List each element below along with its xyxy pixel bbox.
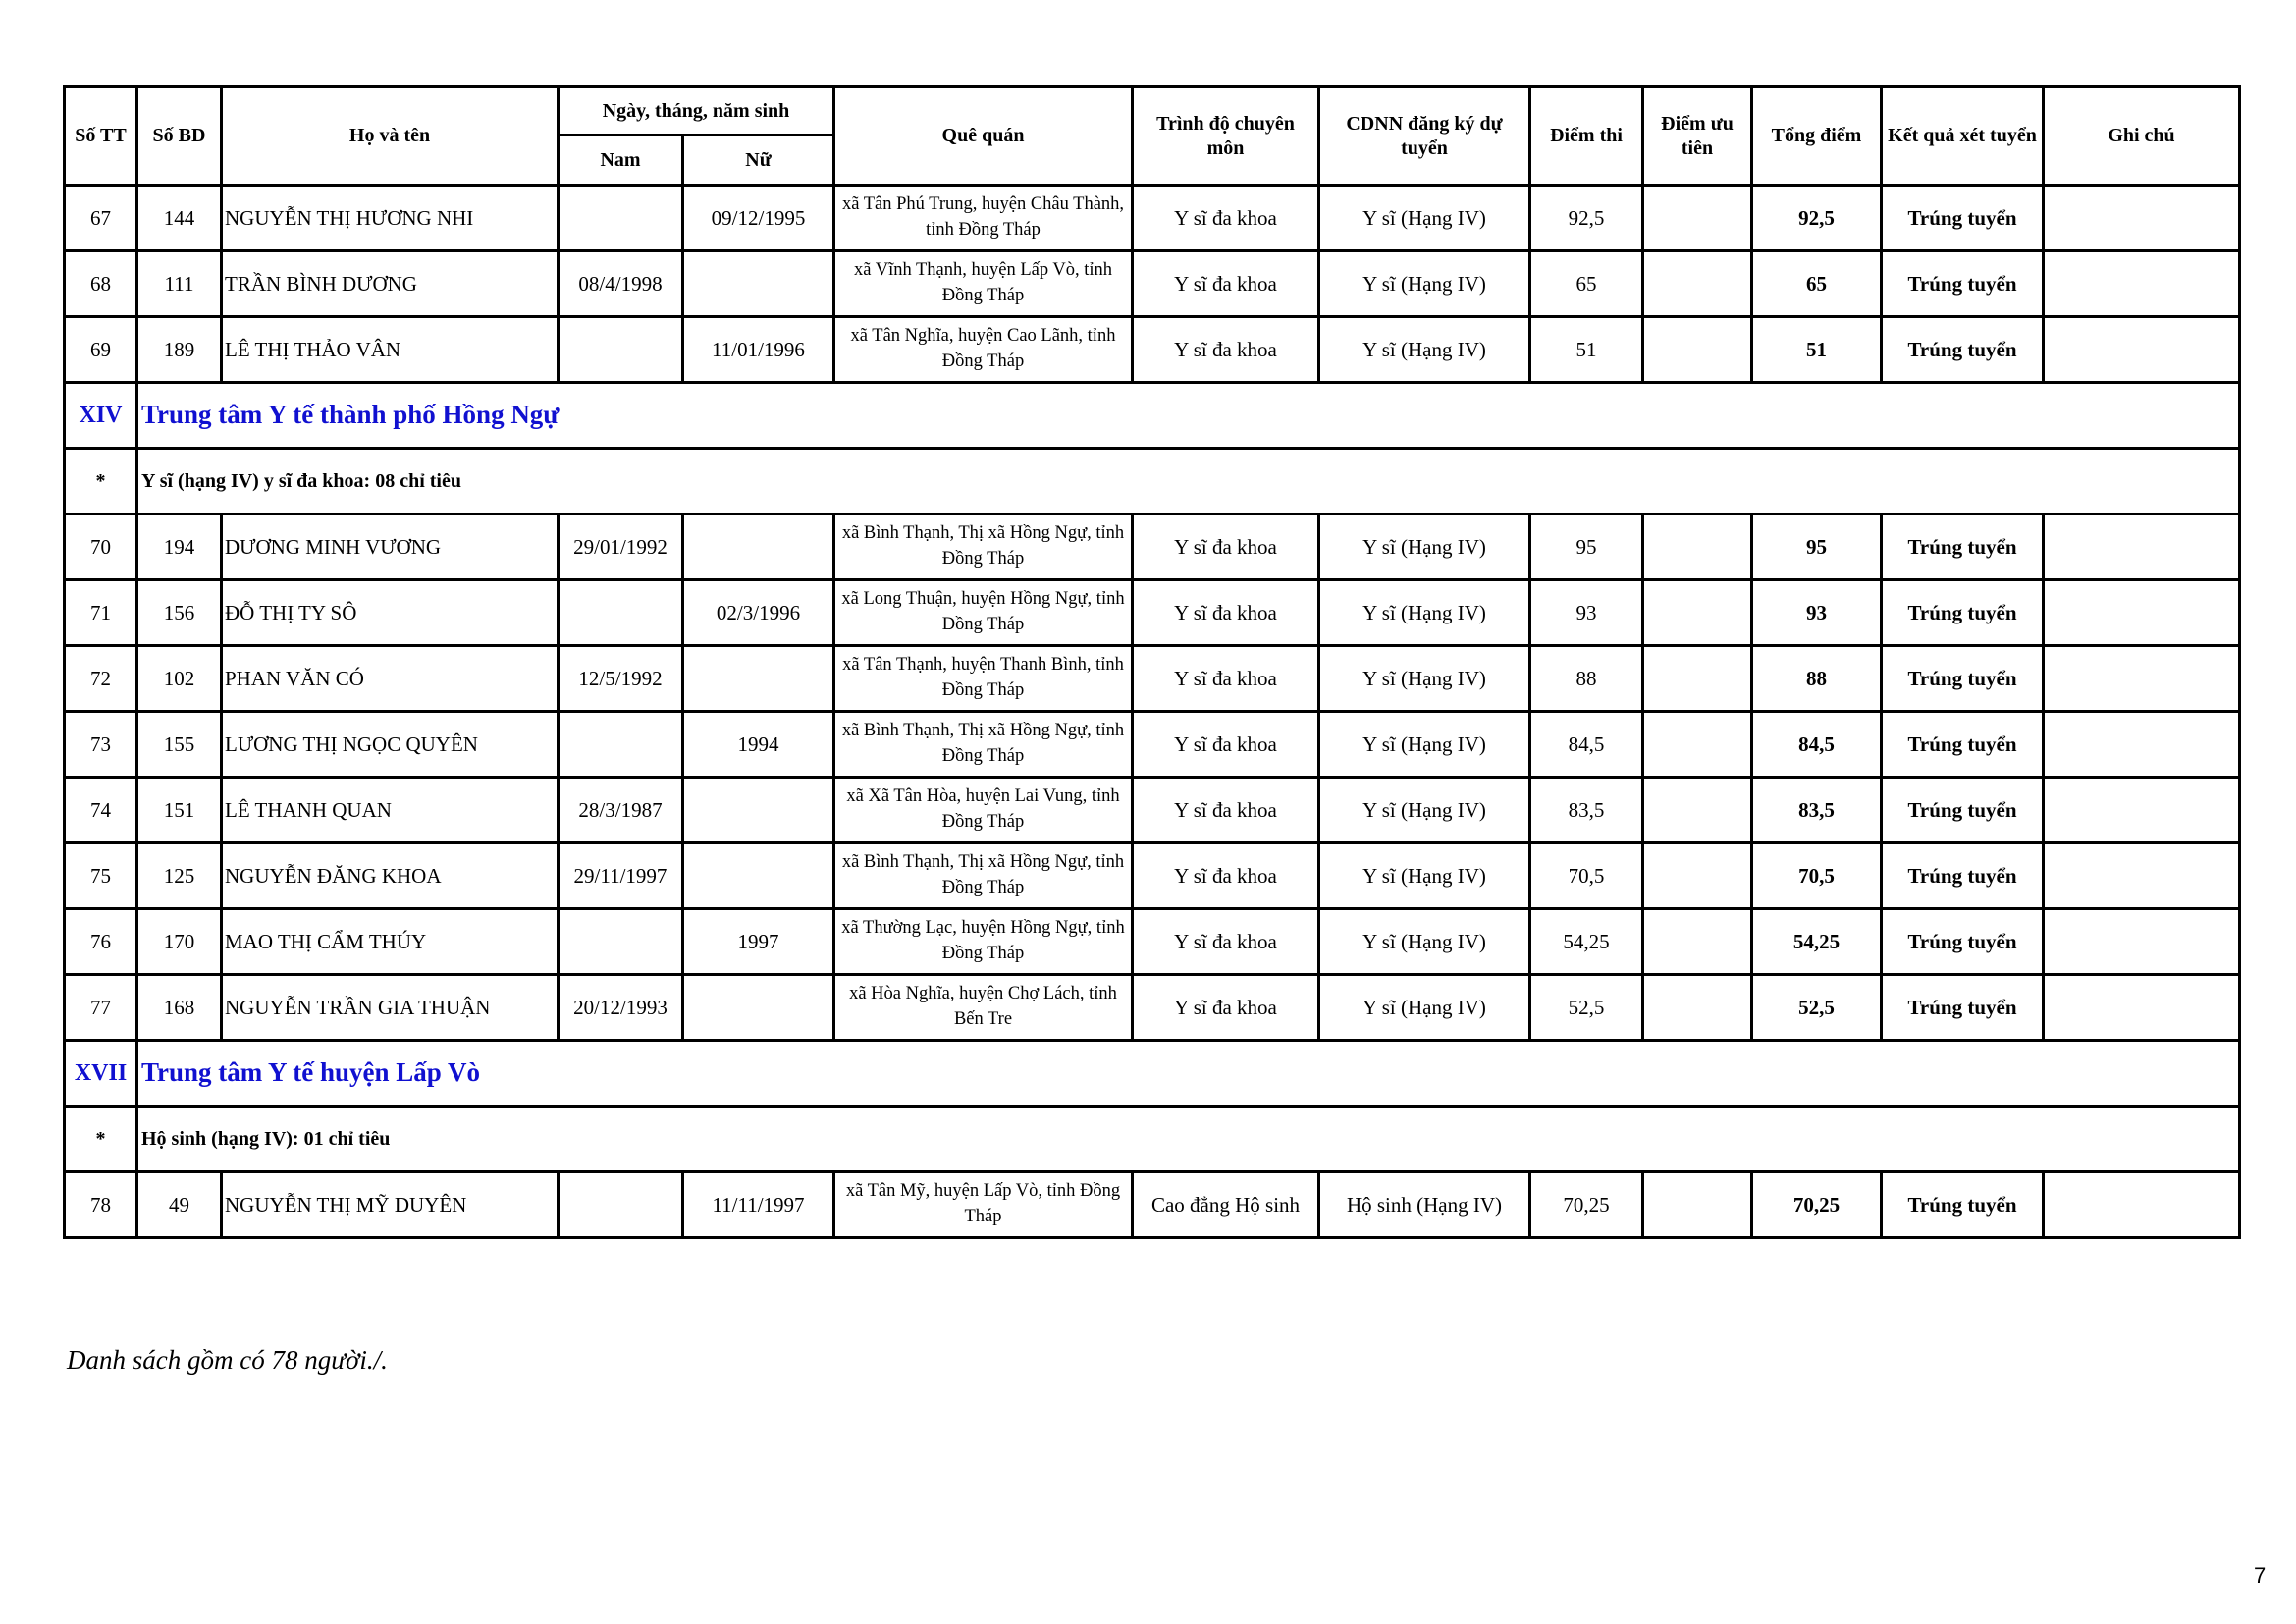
stt-cell: 75 <box>65 843 137 909</box>
hometown-cell: xã Tân Nghĩa, huyện Cao Lãnh, tỉnh Đồng Tháp <box>834 317 1133 383</box>
total-score-cell: 65 <box>1752 251 1882 317</box>
dob-female-cell <box>683 975 834 1041</box>
total-score-cell: 93 <box>1752 580 1882 646</box>
section-title: Trung tâm Y tế thành phố Hồng Ngự <box>137 383 2240 449</box>
total-score-cell: 70,25 <box>1752 1172 1882 1238</box>
name-cell: NGUYỄN THỊ MỸ DUYÊN <box>222 1172 559 1238</box>
result-cell: Trúng tuyển <box>1882 317 2044 383</box>
note-cell <box>2044 317 2240 383</box>
hometown-cell: xã Vĩnh Thạnh, huyện Lấp Vò, tỉnh Đồng Tháp <box>834 251 1133 317</box>
priority-cell <box>1643 975 1752 1041</box>
sbd-cell: 155 <box>137 712 222 778</box>
dob-female-cell: 1997 <box>683 909 834 975</box>
section-code: XIV <box>65 383 137 449</box>
hometown-cell: xã Hòa Nghĩa, huyện Chợ Lách, tỉnh Bến Tre <box>834 975 1133 1041</box>
result-cell: Trúng tuyển <box>1882 778 2044 843</box>
sbd-cell: 49 <box>137 1172 222 1238</box>
hometown-cell: xã Bình Thạnh, Thị xã Hồng Ngự, tỉnh Đồng Tháp <box>834 843 1133 909</box>
header-cdnn: CDNN đăng ký dự tuyển <box>1319 87 1530 186</box>
sbd-cell: 170 <box>137 909 222 975</box>
cdnn-cell: Y sĩ (Hạng IV) <box>1319 975 1530 1041</box>
table-row <box>65 646 2240 712</box>
sbd-cell: 125 <box>137 843 222 909</box>
stt-cell: 73 <box>65 712 137 778</box>
name-cell: TRẦN BÌNH DƯƠNG <box>222 251 559 317</box>
name-cell: LÊ THANH QUAN <box>222 778 559 843</box>
dob-male-cell <box>559 580 683 646</box>
exam-score-cell: 95 <box>1530 514 1643 580</box>
table-row <box>65 251 2240 317</box>
qualification-cell: Cao đẳng Hộ sinh <box>1133 1172 1319 1238</box>
stt-cell: 74 <box>65 778 137 843</box>
cdnn-cell: Y sĩ (Hạng IV) <box>1319 317 1530 383</box>
dob-male-cell <box>559 317 683 383</box>
priority-cell <box>1643 909 1752 975</box>
section-title: Trung tâm Y tế huyện Lấp Vò <box>137 1041 2240 1107</box>
table-row <box>65 843 2240 909</box>
total-score-cell: 95 <box>1752 514 1882 580</box>
total-score-cell: 83,5 <box>1752 778 1882 843</box>
header-sbd: Số BD <box>137 87 222 186</box>
exam-score-cell: 84,5 <box>1530 712 1643 778</box>
subsection-marker: * <box>65 449 137 514</box>
priority-cell <box>1643 580 1752 646</box>
qualification-cell: Y sĩ đa khoa <box>1133 514 1319 580</box>
header-result: Kết quả xét tuyển <box>1882 87 2044 186</box>
priority-cell <box>1643 514 1752 580</box>
result-cell: Trúng tuyển <box>1882 712 2044 778</box>
page-number: 7 <box>2254 1563 2267 1588</box>
header-note: Ghi chú <box>2044 87 2240 186</box>
note-cell <box>2044 251 2240 317</box>
hometown-cell: xã Long Thuận, huyện Hồng Ngự, tỉnh Đồng Tháp <box>834 580 1133 646</box>
note-cell <box>2044 514 2240 580</box>
total-score-cell: 92,5 <box>1752 186 1882 251</box>
exam-score-cell: 92,5 <box>1530 186 1643 251</box>
result-cell: Trúng tuyển <box>1882 843 2044 909</box>
subsection-title: Y sĩ (hạng IV) y sĩ đa khoa: 08 chỉ tiêu <box>137 449 2240 514</box>
priority-cell <box>1643 251 1752 317</box>
subsection-title: Hộ sinh (hạng IV): 01 chỉ tiêu <box>137 1107 2240 1172</box>
cdnn-cell: Hộ sinh (Hạng IV) <box>1319 1172 1530 1238</box>
note-cell <box>2044 186 2240 251</box>
dob-female-cell: 11/11/1997 <box>683 1172 834 1238</box>
sbd-cell: 102 <box>137 646 222 712</box>
sbd-cell: 144 <box>137 186 222 251</box>
section-header-row <box>65 383 2240 449</box>
header-stt: Số TT <box>65 87 137 186</box>
table-row <box>65 778 2240 843</box>
sbd-cell: 111 <box>137 251 222 317</box>
result-cell: Trúng tuyển <box>1882 514 2044 580</box>
exam-score-cell: 52,5 <box>1530 975 1643 1041</box>
header-male: Nam <box>559 135 683 186</box>
dob-male-cell: 12/5/1992 <box>559 646 683 712</box>
dob-male-cell: 20/12/1993 <box>559 975 683 1041</box>
total-score-cell: 88 <box>1752 646 1882 712</box>
dob-female-cell: 1994 <box>683 712 834 778</box>
hometown-cell: xã Xã Tân Hòa, huyện Lai Vung, tỉnh Đồng Tháp <box>834 778 1133 843</box>
section-code: XVII <box>65 1041 137 1107</box>
name-cell: ĐỖ THỊ TY SÔ <box>222 580 559 646</box>
dob-male-cell <box>559 909 683 975</box>
sbd-cell: 189 <box>137 317 222 383</box>
cdnn-cell: Y sĩ (Hạng IV) <box>1319 778 1530 843</box>
sbd-cell: 156 <box>137 580 222 646</box>
qualification-cell: Y sĩ đa khoa <box>1133 251 1319 317</box>
note-cell <box>2044 1172 2240 1238</box>
result-cell: Trúng tuyển <box>1882 580 2044 646</box>
header-total: Tổng điểm <box>1752 87 1882 186</box>
exam-score-cell: 70,5 <box>1530 843 1643 909</box>
note-cell <box>2044 778 2240 843</box>
table-row <box>65 514 2240 580</box>
stt-cell: 72 <box>65 646 137 712</box>
dob-male-cell: 29/01/1992 <box>559 514 683 580</box>
cdnn-cell: Y sĩ (Hạng IV) <box>1319 712 1530 778</box>
table-row <box>65 975 2240 1041</box>
note-cell <box>2044 975 2240 1041</box>
name-cell: PHAN VĂN CÓ <box>222 646 559 712</box>
priority-cell <box>1643 1172 1752 1238</box>
note-cell <box>2044 909 2240 975</box>
cdnn-cell: Y sĩ (Hạng IV) <box>1319 646 1530 712</box>
note-cell <box>2044 646 2240 712</box>
qualification-cell: Y sĩ đa khoa <box>1133 975 1319 1041</box>
dob-female-cell <box>683 646 834 712</box>
cdnn-cell: Y sĩ (Hạng IV) <box>1319 186 1530 251</box>
name-cell: NGUYỄN TRẦN GIA THUẬN <box>222 975 559 1041</box>
stt-cell: 76 <box>65 909 137 975</box>
header-qualification: Trình độ chuyên môn <box>1133 87 1319 186</box>
table-body <box>65 186 2240 1238</box>
total-score-cell: 52,5 <box>1752 975 1882 1041</box>
name-cell: LÊ THỊ THẢO VÂN <box>222 317 559 383</box>
priority-cell <box>1643 778 1752 843</box>
stt-cell: 68 <box>65 251 137 317</box>
header-exam-score: Điểm thi <box>1530 87 1643 186</box>
priority-cell <box>1643 646 1752 712</box>
exam-score-cell: 93 <box>1530 580 1643 646</box>
footer-summary: Danh sách gồm có 78 người./. <box>67 1345 388 1375</box>
total-score-cell: 54,25 <box>1752 909 1882 975</box>
qualification-cell: Y sĩ đa khoa <box>1133 778 1319 843</box>
cdnn-cell: Y sĩ (Hạng IV) <box>1319 514 1530 580</box>
candidate-results-table <box>63 85 2241 1239</box>
result-cell: Trúng tuyển <box>1882 646 2044 712</box>
table-row <box>65 317 2240 383</box>
dob-female-cell <box>683 251 834 317</box>
stt-cell: 78 <box>65 1172 137 1238</box>
priority-cell <box>1643 317 1752 383</box>
exam-score-cell: 65 <box>1530 251 1643 317</box>
cdnn-cell: Y sĩ (Hạng IV) <box>1319 843 1530 909</box>
dob-male-cell <box>559 1172 683 1238</box>
cdnn-cell: Y sĩ (Hạng IV) <box>1319 909 1530 975</box>
name-cell: NGUYỄN ĐĂNG KHOA <box>222 843 559 909</box>
header-name: Họ và tên <box>222 87 559 186</box>
subsection-row <box>65 449 2240 514</box>
table-row <box>65 186 2240 251</box>
dob-male-cell <box>559 712 683 778</box>
exam-score-cell: 83,5 <box>1530 778 1643 843</box>
table-row <box>65 909 2240 975</box>
dob-male-cell: 29/11/1997 <box>559 843 683 909</box>
hometown-cell: xã Tân Phú Trung, huyện Châu Thành, tỉnh Đồng Tháp <box>834 186 1133 251</box>
total-score-cell: 70,5 <box>1752 843 1882 909</box>
result-cell: Trúng tuyển <box>1882 186 2044 251</box>
dob-female-cell <box>683 514 834 580</box>
dob-female-cell: 11/01/1996 <box>683 317 834 383</box>
exam-score-cell: 70,25 <box>1530 1172 1643 1238</box>
sbd-cell: 151 <box>137 778 222 843</box>
header-dob: Ngày, tháng, năm sinh <box>559 87 834 135</box>
dob-male-cell: 08/4/1998 <box>559 251 683 317</box>
dob-female-cell: 09/12/1995 <box>683 186 834 251</box>
note-cell <box>2044 843 2240 909</box>
name-cell: DƯƠNG MINH VƯƠNG <box>222 514 559 580</box>
total-score-cell: 51 <box>1752 317 1882 383</box>
hometown-cell: xã Tân Thạnh, huyện Thanh Bình, tỉnh Đồng Tháp <box>834 646 1133 712</box>
name-cell: NGUYỄN THỊ HƯƠNG NHI <box>222 186 559 251</box>
table-row <box>65 712 2240 778</box>
priority-cell <box>1643 186 1752 251</box>
sbd-cell: 194 <box>137 514 222 580</box>
cdnn-cell: Y sĩ (Hạng IV) <box>1319 251 1530 317</box>
exam-score-cell: 54,25 <box>1530 909 1643 975</box>
qualification-cell: Y sĩ đa khoa <box>1133 712 1319 778</box>
dob-female-cell <box>683 778 834 843</box>
priority-cell <box>1643 843 1752 909</box>
dob-male-cell: 28/3/1987 <box>559 778 683 843</box>
qualification-cell: Y sĩ đa khoa <box>1133 646 1319 712</box>
header-female: Nữ <box>683 135 834 186</box>
result-cell: Trúng tuyển <box>1882 975 2044 1041</box>
exam-score-cell: 51 <box>1530 317 1643 383</box>
qualification-cell: Y sĩ đa khoa <box>1133 186 1319 251</box>
name-cell: LƯƠNG THỊ NGỌC QUYÊN <box>222 712 559 778</box>
dob-female-cell: 02/3/1996 <box>683 580 834 646</box>
result-cell: Trúng tuyển <box>1882 909 2044 975</box>
priority-cell <box>1643 712 1752 778</box>
header-priority: Điểm ưu tiên <box>1643 87 1752 186</box>
qualification-cell: Y sĩ đa khoa <box>1133 843 1319 909</box>
sbd-cell: 168 <box>137 975 222 1041</box>
qualification-cell: Y sĩ đa khoa <box>1133 580 1319 646</box>
cdnn-cell: Y sĩ (Hạng IV) <box>1319 580 1530 646</box>
section-header-row <box>65 1041 2240 1107</box>
hometown-cell: xã Bình Thạnh, Thị xã Hồng Ngự, tỉnh Đồng Tháp <box>834 514 1133 580</box>
dob-female-cell <box>683 843 834 909</box>
hometown-cell: xã Bình Thạnh, Thị xã Hồng Ngự, tỉnh Đồng Tháp <box>834 712 1133 778</box>
exam-score-cell: 88 <box>1530 646 1643 712</box>
header-hometown: Quê quán <box>834 87 1133 186</box>
subsection-marker: * <box>65 1107 137 1172</box>
subsection-row <box>65 1107 2240 1172</box>
qualification-cell: Y sĩ đa khoa <box>1133 317 1319 383</box>
stt-cell: 67 <box>65 186 137 251</box>
name-cell: MAO THỊ CẨM THÚY <box>222 909 559 975</box>
hometown-cell: xã Thường Lạc, huyện Hồng Ngự, tỉnh Đồng Tháp <box>834 909 1133 975</box>
note-cell <box>2044 580 2240 646</box>
hometown-cell: xã Tân Mỹ, huyện Lấp Vò, tỉnh Đồng Tháp <box>834 1172 1133 1238</box>
stt-cell: 71 <box>65 580 137 646</box>
result-cell: Trúng tuyển <box>1882 251 2044 317</box>
stt-cell: 77 <box>65 975 137 1041</box>
note-cell <box>2044 712 2240 778</box>
table-row <box>65 1172 2240 1238</box>
total-score-cell: 84,5 <box>1752 712 1882 778</box>
qualification-cell: Y sĩ đa khoa <box>1133 909 1319 975</box>
stt-cell: 69 <box>65 317 137 383</box>
dob-male-cell <box>559 186 683 251</box>
result-cell: Trúng tuyển <box>1882 1172 2044 1238</box>
stt-cell: 70 <box>65 514 137 580</box>
table-row <box>65 580 2240 646</box>
